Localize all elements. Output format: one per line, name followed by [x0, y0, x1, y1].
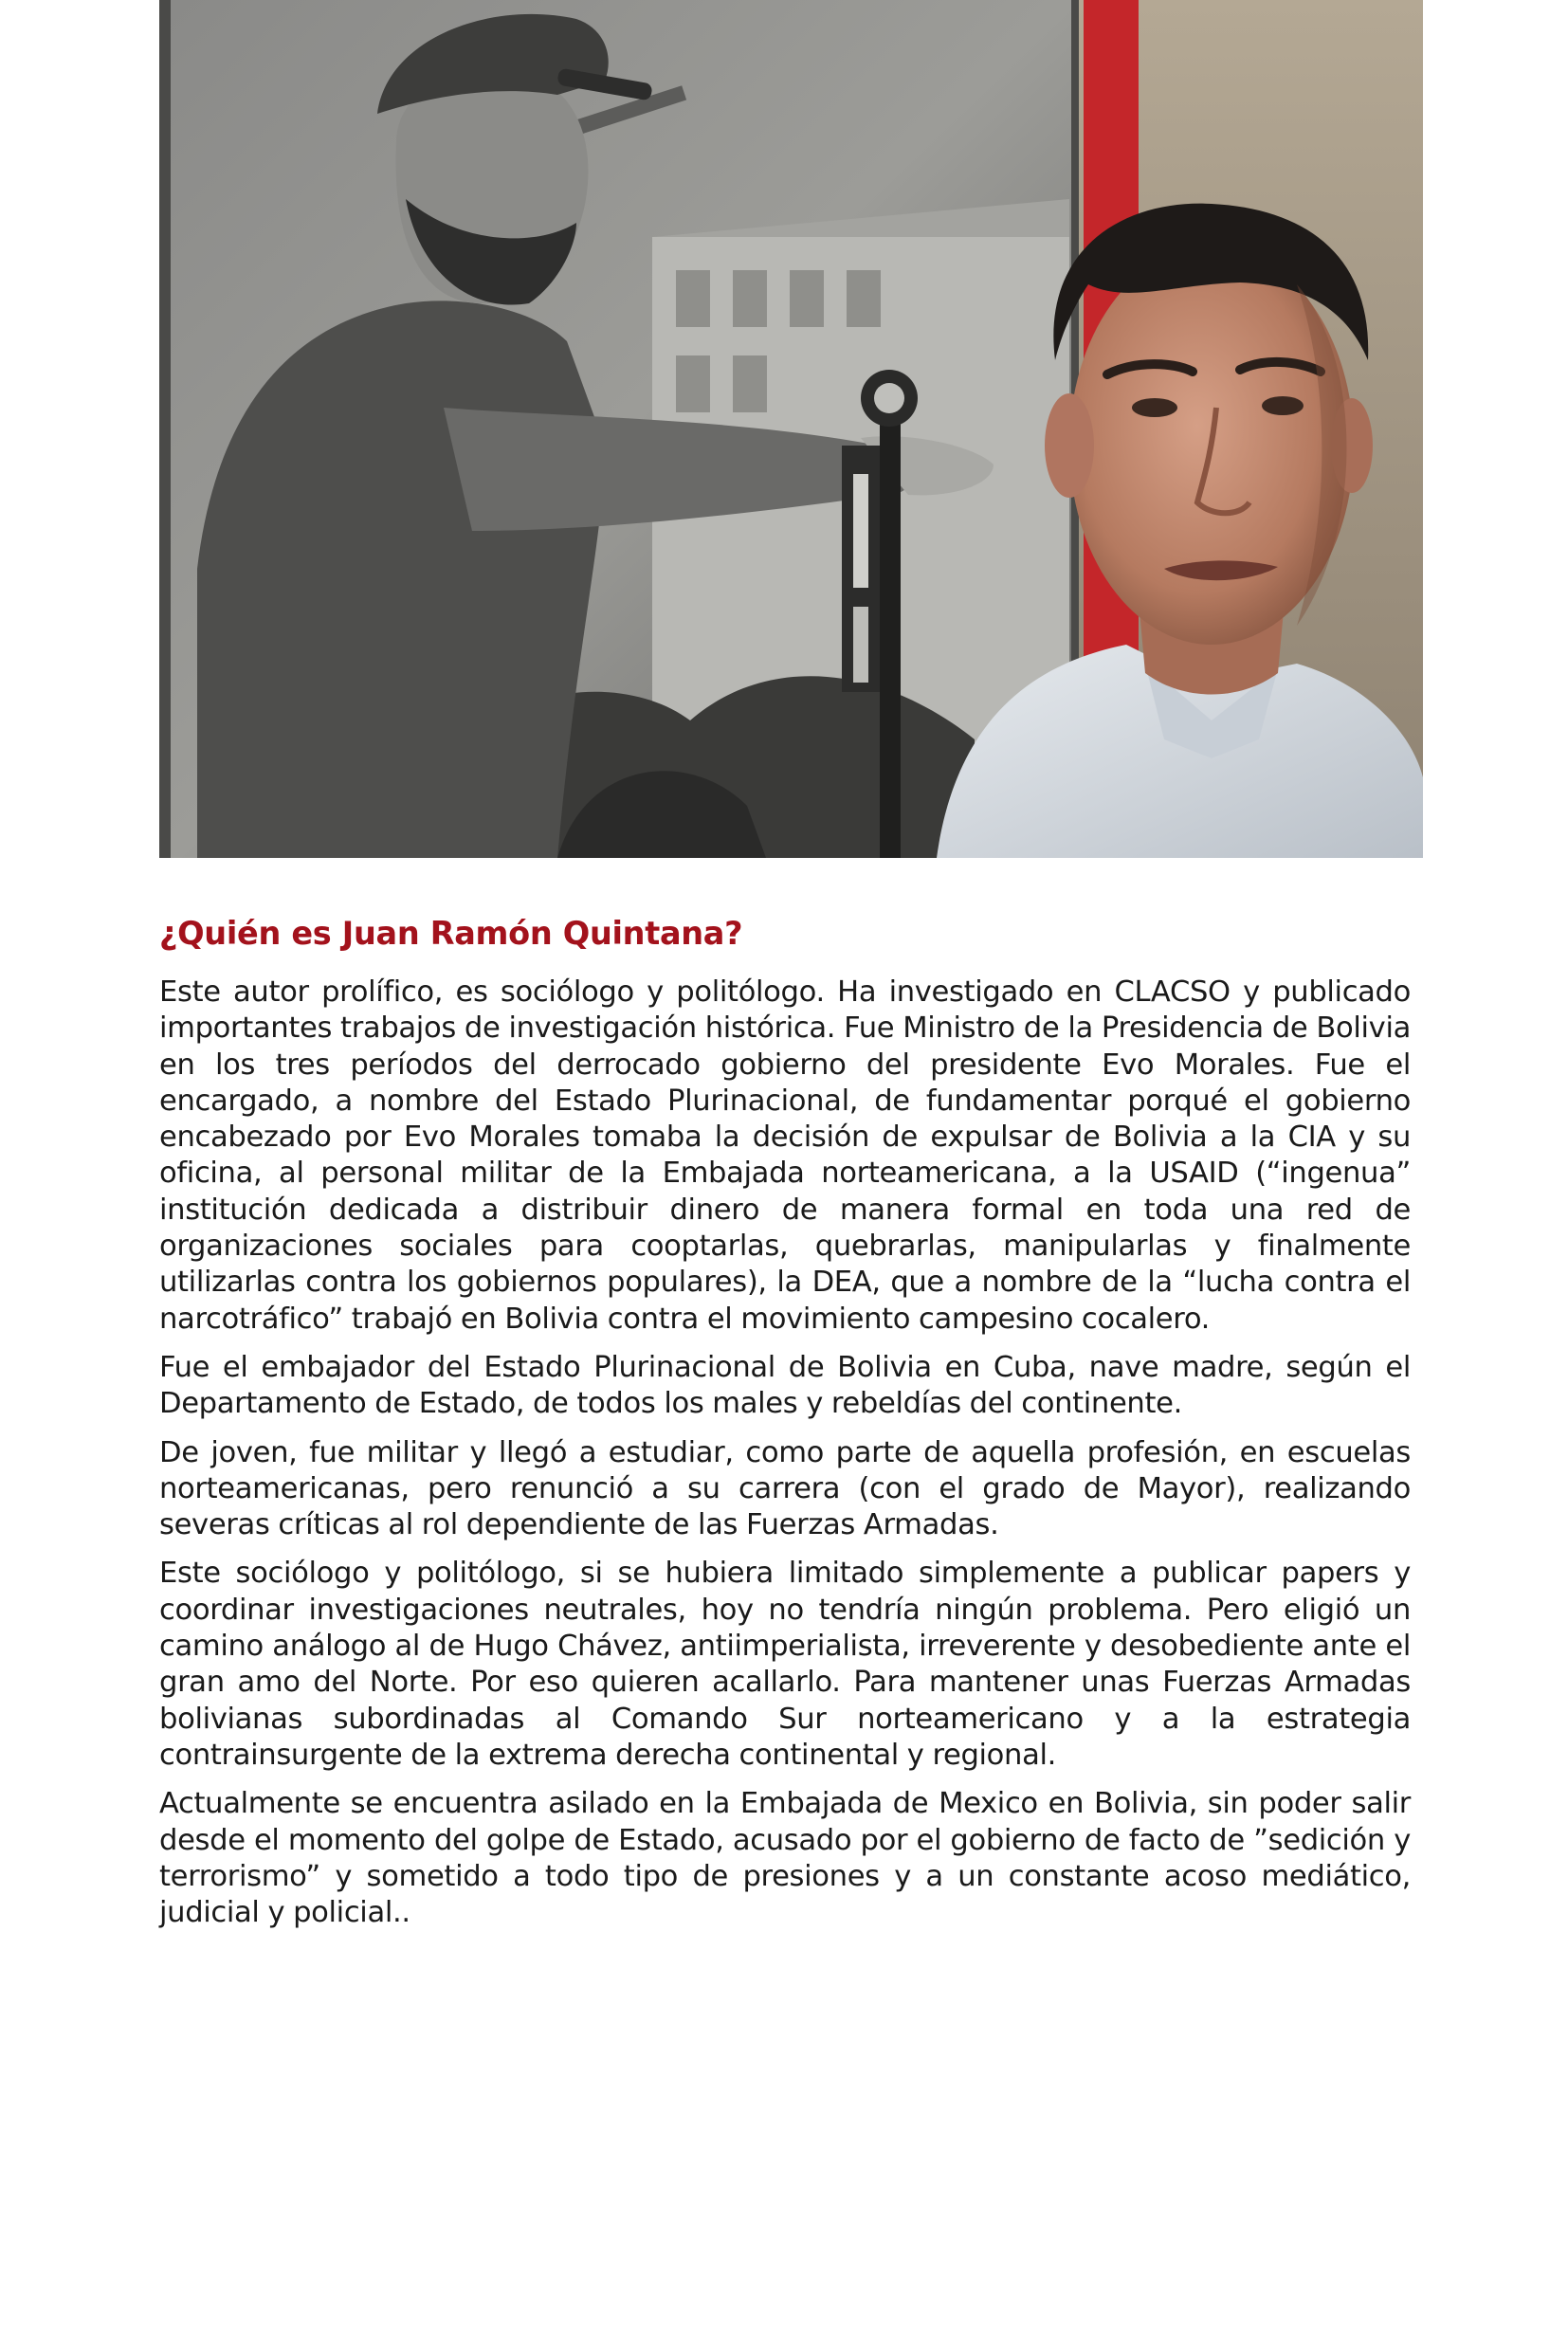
article-paragraph-1: Este autor prolífico, es sociólogo y politólogo. Ha investigado en CLACSO y publicado importantes trabajos de investigación histórica. Fue Ministro de la Presidencia de Bolivia en los tres períodos del derrocado gobierno del presidente Evo Morales. Fue el encargado, a nombre del Estado Plurinacional, de fundamentar porqué el gobierno encabezado por Evo Morales tomaba la decisión de expulsar de Bolivia a la CIA y su oficina, al personal militar de la Embajada norteamericana, a la USAID (“ingenua” institución dedicada a distribuir dinero de manera formal en toda una red de organizaciones sociales para cooptarlas, quebrarlas, manipularlas y finalmente utilizarlas contra los gobiernos populares), la DEA, que a nombre de la “lucha contra el narcotráfico” trabajó en Bolivia contra el movimiento campesino cocalero.	[159, 975, 1411, 1336]
article-paragraph-3: De joven, fue militar y llegó a estudiar, como parte de aquella profesión, en escuelas norteamericanas, pero renunció a su carrera (con el grado de Mayor), realizando severas críticas al rol dependiente de las Fuerzas Armadas.	[159, 1435, 1411, 1542]
article	[159, 912, 1411, 1943]
article-title: ¿Quién es Juan Ramón Quintana?	[159, 915, 743, 952]
article-paragraph-4: Este sociólogo y politólogo, si se hubiera limitado simplemente a publicar papers y coordinar investigaciones neutrales, hoy no tendría ningún problema. Pero eligió un camino análogo al de Hugo Chávez, antiimperialista, irreverente y desobediente ante el gran amo del Norte. Por eso quieren acallarlo. Para mantener unas Fuerzas Armadas bolivianas subordinadas al Comando Sur norteamericano y a la estrategia contrainsurgente de la extrema derecha continental y regional.	[159, 1557, 1411, 1772]
article-paragraph-2: Fue el embajador del Estado Plurinacional de Bolivia en Cuba, nave madre, según el Departamento de Estado, de todos los males y rebeldías del continente.	[159, 1350, 1411, 1421]
portrait-photo	[159, 0, 1423, 858]
article-paragraph-5: Actualmente se encuentra asilado en la Embajada de Mexico en Bolivia, sin poder salir desde el momento del golpe de Estado, acusado por el gobierno de facto de ”sedición y terrorismo” y sometido a todo tipo de presiones y a un constante acoso mediático, judicial y policial..	[159, 1787, 1411, 1930]
